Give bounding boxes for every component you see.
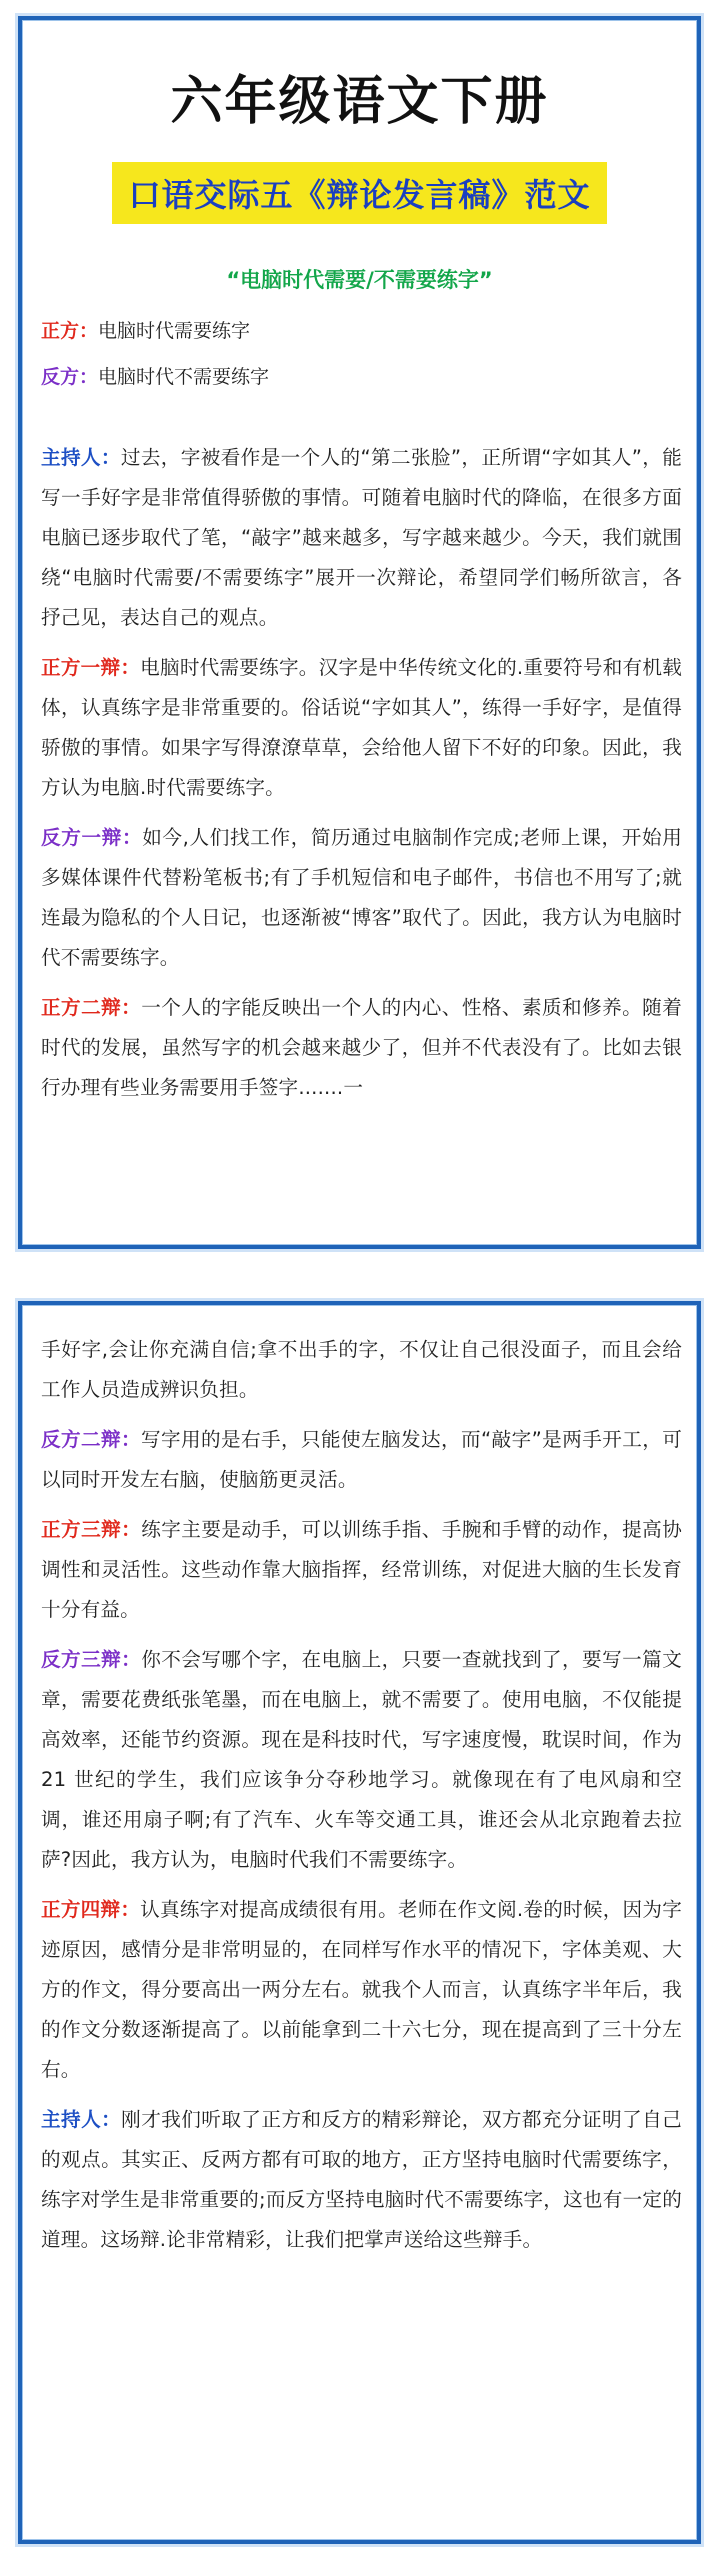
speech-text: 过去，字被看作是一个人的“第二张脸”，正所谓“字如其人”，能写一手好字是非常值得骄傲的事情。可随着电脑时代的降临，在很多方面电脑已逐步取代了笔，“敲字”越来越多，写字越来越少。今天，我们就围绕“电脑时代需要/不需要练字”展开一次辩论，希望同学们畅所欲言，各抒己见，表达自己的观点。 [41, 446, 682, 629]
page-title: 六年级语文下册 [170, 71, 549, 132]
speech-text: 练字主要是动手，可以训练手指、手腕和手臂的动作，提高协调性和灵活性。这些动作靠大脑指挥，经常训练，对促进大脑的生长发育十分有益。 [41, 1518, 683, 1621]
speech-paragraph [41, 1640, 682, 1880]
page2-content [23, 1306, 696, 2260]
speaker-label: 主持人： [41, 2108, 122, 2131]
speech-text: 你不会写哪个字，在电脑上，只要一查就找到了，要写一篇文章，需要花费纸张笔墨，而在电脑上，就不需要了。使用电脑，不仅能提高效率，还能节约资源。现在是科技时代，写字速度慢，耽误时间，作为 21 世纪的学生，我们应该争分夺秒地学习。就像现在有了电风扇和空调，谁还用扇子啊;有了汽车、火车等交通工具，谁还会从北京跑着去拉萨?因此，我方认为，电脑时代我们不需要练字。 [41, 1648, 683, 1871]
page1-content [23, 438, 696, 1108]
speech-paragraph [41, 438, 682, 638]
debate-topic: “电脑时代需要/不需要练字” [226, 268, 493, 292]
pro-side-label: 正方： [41, 320, 99, 342]
pro-side-line [41, 316, 696, 346]
speaker-label: 正方二辩： [41, 996, 142, 1019]
subtitle-banner: 口语交际五《辩论发言稿》范文 [112, 162, 606, 224]
con-side-label: 反方： [41, 366, 99, 388]
page-panel-2 [22, 1305, 697, 2540]
speaker-label: 正方三辩： [41, 1518, 142, 1541]
speaker-label: 反方二辩： [41, 1428, 142, 1451]
speech-paragraph [41, 1510, 682, 1630]
speech-text: 如今,人们找工作，简历通过电脑制作完成;老师上课，开始用多媒体课件代替粉笔板书;有了手机短信和电子邮件，书信也不用写了;就连最为隐私的个人日记，也逐渐被“博客”取代了。因此，我方认为电脑时代不需要练字。 [41, 826, 682, 969]
con-side-text: 电脑时代不需要练字 [98, 366, 270, 388]
speech-paragraph [41, 988, 682, 1108]
con-side-line [41, 362, 696, 392]
speaker-label: 反方三辩： [41, 1648, 142, 1671]
speaker-label: 反方一辩： [41, 826, 143, 849]
subtitle-banner-wrap [23, 162, 696, 224]
speech-paragraph [41, 2100, 682, 2260]
speech-paragraph [41, 648, 682, 808]
speech-text: 写字用的是右手，只能使左脑发达，而“敲字”是两手开工，可以同时开发左右脑，使脑筋更灵活。 [41, 1428, 682, 1491]
speaker-label: 正方一辩： [41, 656, 141, 679]
speech-text: 一个人的字能反映出一个人的内心、性格、素质和修养。随着时代的发展，虽然写字的机会越来越少了，但并不代表没有了。比如去银行办理有些业务需要用手签字.......一 [41, 996, 683, 1099]
pro-side-text: 电脑时代需要练字 [98, 320, 251, 342]
speaker-label: 主持人： [41, 446, 121, 469]
speech-text: 认真练字对提高成绩很有用。老师在作文阅.卷的时候，因为字迹原因，感情分是非常明显的，在同样写作水平的情况下，字体美观、大方的作文，得分要高出一两分左右。就我个人而言，认真练字半年后，我的作文分数逐渐提高了。以前能拿到二十六七分，现在提高到了三十分左右。 [41, 1898, 683, 2081]
page-panel-1 [22, 20, 697, 1245]
speech-paragraph [41, 1890, 682, 2090]
speech-paragraph [41, 818, 682, 978]
speech-paragraph [41, 1420, 682, 1500]
speaker-label: 正方四辩： [41, 1898, 141, 1921]
speech-text: 手好字,会让你充满自信;拿不出手的字，不仅让自己很没面子，而且会给工作人员造成辨识负担。 [41, 1338, 682, 1401]
speech-text: 刚才我们听取了正方和反方的精彩辩论，双方都充分证明了自己的观点。其实正、反两方都有可取的地方，正方坚持电脑时代需要练字，练字对学生是非常重要的;而反方坚持电脑时代不需要练字，这也有一定的道理。这场辩.论非常精彩，让我们把掌声送给这些辩手。 [41, 2108, 682, 2251]
spacer [23, 392, 696, 438]
speech-text: 电脑时代需要练字。汉字是中华传统文化的.重要符号和有机载体，认真练字是非常重要的。俗话说“字如其人”，练得一手好字，是值得骄傲的事情。如果字写得潦潦草草，会给他人留下不好的印象。因此，我方认为电脑.时代需要练字。 [41, 656, 683, 799]
speech-paragraph [41, 1330, 682, 1410]
